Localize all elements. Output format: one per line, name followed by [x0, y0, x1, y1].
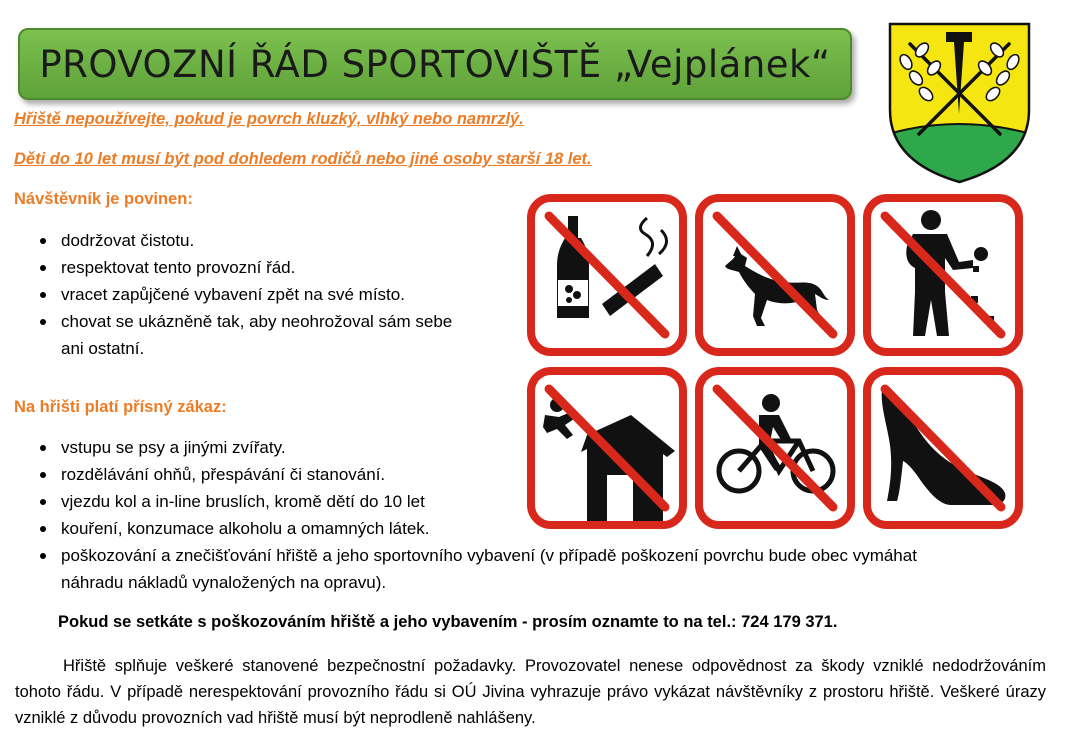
list-item: vstupu se psy a jinými zvířaty.	[14, 434, 1014, 461]
list-item: chovat se ukázněně tak, aby neohrožoval sám sebe ani ostatní.	[14, 308, 484, 362]
no-climbing-roof-icon	[527, 367, 687, 529]
duties-list	[14, 227, 484, 362]
page-title: PROVOZNÍ ŘÁD SPORTOVIŠTĚ „Vejplánek“	[39, 42, 831, 86]
bans-heading: Na hřišti platí přísný zákaz:	[14, 398, 227, 416]
list-item: poškozování a znečišťování hřiště a jeho sportovního vybavení (v případě poškození povrchu bude obec vymáhat náhradu nákladů vynaložených na opravu).	[14, 542, 1014, 596]
list-item: rozdělávání ohňů, přespávání či stanování.	[14, 461, 1014, 488]
no-high-heels-icon	[863, 367, 1023, 529]
title-banner	[18, 28, 852, 100]
liability-paragraph: Hřiště splňuje veškeré stanovené bezpečnostní požadavky. Provozovatel nenese odpovědnost za škody vzniklé nedodržováním tohoto řádu. V případě nerespektování provozního řádu si OÚ Jivina vyhrazuje právo vykázat návštěvníky z prostoru hřiště. Veškeré úrazy vzniklé z důvodu provozních vad hřiště musí být neprodleně nahlášeny.	[15, 657, 1046, 727]
warning-slippery-surface: Hřiště nepoužívejte, pokud je povrch kluzký, vlhký nebo namrzlý.	[14, 110, 524, 128]
no-littering-icon	[863, 194, 1023, 356]
no-dogs-icon	[695, 194, 855, 356]
list-item: respektovat tento provozní řád.	[14, 254, 484, 281]
no-cycling-icon	[695, 367, 855, 529]
list-item: dodržovat čistotu.	[14, 227, 484, 254]
list-item: kouření, konzumace alkoholu a omamných látek.	[14, 515, 1014, 542]
list-item: vracet zapůjčené vybavení zpět na své místo.	[14, 281, 484, 308]
duties-heading: Návštěvník je povinen:	[14, 190, 193, 208]
list-item: vjezdu kol a in-line bruslích, kromě dětí do 10 let	[14, 488, 1014, 515]
municipal-crest-icon	[888, 22, 1031, 184]
warning-children-supervision: Děti do 10 let musí být pod dohledem rodičů nebo jiné osoby starší 18 let.	[14, 150, 592, 168]
contact-notice: Pokud se setkáte s poškozováním hřiště a jeho vybavením - prosím oznamte to na tel.: 724 179 371.	[58, 613, 838, 631]
no-alcohol-smoking-icon	[527, 194, 687, 356]
